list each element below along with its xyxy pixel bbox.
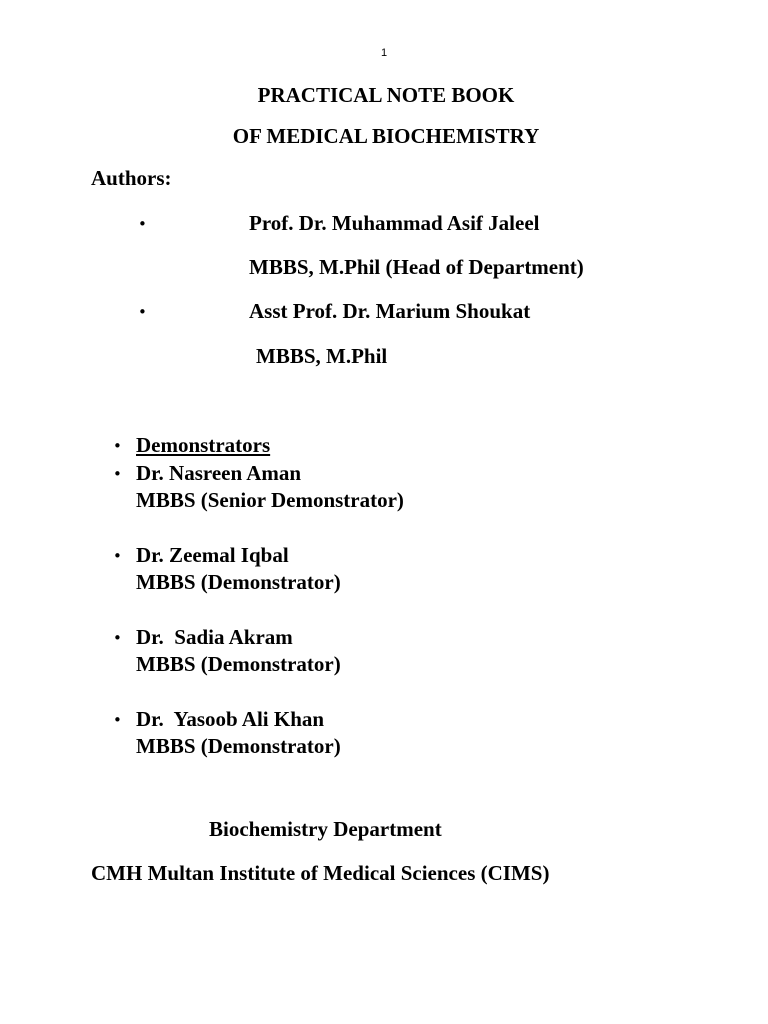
demonstrator-name: Dr. Nasreen Aman: [136, 461, 302, 485]
demonstrator-credentials: MBBS (Demonstrator): [136, 570, 341, 594]
institute-name: CMH Multan Institute of Medical Sciences (CIMS): [91, 861, 550, 885]
page-number: 1: [380, 47, 388, 59]
demonstrator-credentials: MBBS (Demonstrator): [136, 734, 341, 758]
author-name: Asst Prof. Dr. Marium Shoukat: [249, 299, 531, 323]
demonstrators-heading: Demonstrators: [136, 433, 271, 457]
author-credentials: MBBS, M.Phil: [256, 344, 388, 368]
bullet-icon: •: [138, 215, 147, 233]
demonstrator-name: Dr. Sadia Akram: [136, 625, 293, 649]
title-line-1: PRACTICAL NOTE BOOK: [257, 83, 515, 107]
demonstrator-credentials: MBBS (Demonstrator): [136, 652, 341, 676]
author-name: Prof. Dr. Muhammad Asif Jaleel: [249, 211, 540, 235]
bullet-icon: •: [113, 437, 122, 455]
bullet-icon: •: [113, 711, 122, 729]
demonstrator-credentials: MBBS (Senior Demonstrator): [136, 488, 404, 512]
demonstrator-name: Dr. Yasoob Ali Khan: [136, 707, 325, 731]
bullet-icon: •: [113, 547, 122, 565]
title-line-2: OF MEDICAL BIOCHEMISTRY: [232, 124, 540, 148]
bullet-icon: •: [138, 303, 147, 321]
department-name: Biochemistry Department: [209, 817, 442, 841]
bullet-icon: •: [113, 465, 122, 483]
bullet-icon: •: [113, 629, 122, 647]
author-credentials: MBBS, M.Phil (Head of Department): [249, 255, 584, 279]
demonstrator-name: Dr. Zeemal Iqbal: [136, 543, 289, 567]
authors-heading: Authors:: [91, 166, 172, 190]
